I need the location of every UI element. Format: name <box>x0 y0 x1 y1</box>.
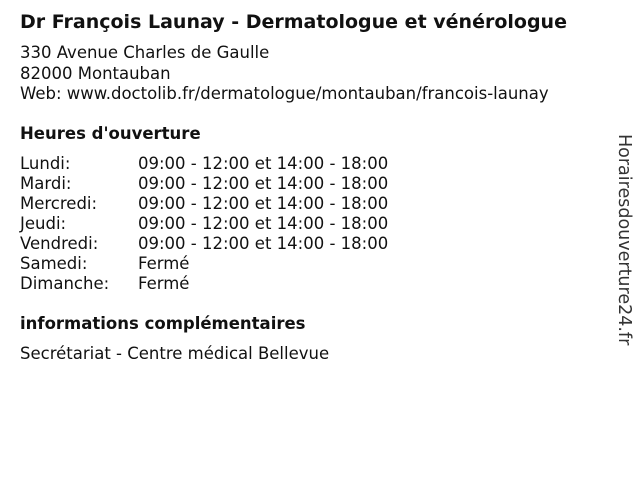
time-value: 09:00 - 12:00 et 14:00 - 18:00 <box>138 194 389 213</box>
opening-hours-heading: Heures d'ouverture <box>20 124 201 143</box>
day-label: Dimanche: <box>20 274 110 293</box>
day-label: Mardi: <box>20 174 72 193</box>
time-value: 09:00 - 12:00 et 14:00 - 18:00 <box>138 234 389 253</box>
time-value: 09:00 - 12:00 et 14:00 - 18:00 <box>138 214 389 233</box>
day-label: Vendredi: <box>20 234 99 253</box>
day-label: Jeudi: <box>20 214 67 233</box>
time-value: 09:00 - 12:00 et 14:00 - 18:00 <box>138 154 389 173</box>
time-value: Fermé <box>138 274 190 293</box>
day-label: Mercredi: <box>20 194 98 213</box>
address-block <box>20 43 549 105</box>
address-street: 330 Avenue Charles de Gaulle <box>20 43 270 62</box>
additional-info-heading: informations complémentaires <box>20 314 306 333</box>
additional-info-text: Secrétariat - Centre médical Bellevue <box>20 344 330 363</box>
time-value: Fermé <box>138 254 190 273</box>
page-title: Dr François Launay - Dermatologue et vénérologue <box>20 11 567 33</box>
day-label: Samedi: <box>20 254 88 273</box>
address-city: 82000 Montauban <box>20 63 171 83</box>
time-value: 09:00 - 12:00 et 14:00 - 18:00 <box>138 174 389 193</box>
website-text: Web: www.doctolib.fr/dermatologue/montauban/francois-launay <box>20 84 549 103</box>
site-watermark: Horairesdouverture24.fr <box>614 134 634 346</box>
day-label: Lundi: <box>20 154 71 173</box>
